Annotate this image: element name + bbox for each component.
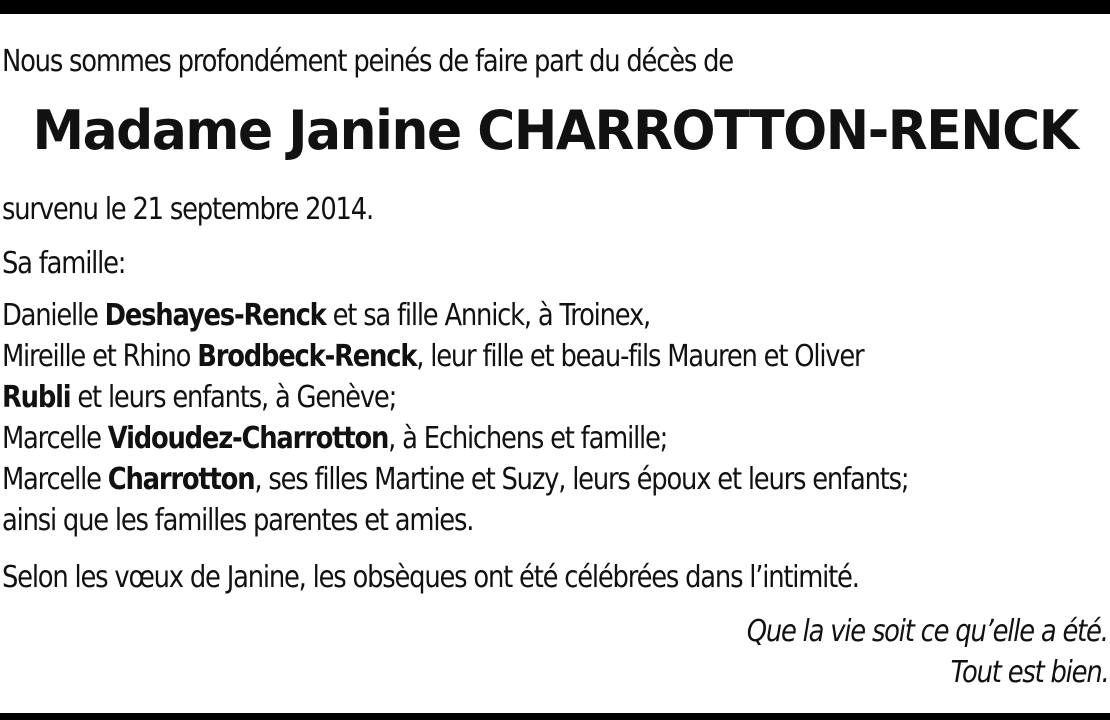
ceremony-text: Selon les vœux de Janine, les obsèques ont été célébrées dans l’intimité. [2,560,859,595]
family-surname: Vidoudez-Charrotton [107,421,389,456]
closing-quote-line-1: Que la vie soit ce qu’elle a été. [747,614,1108,649]
family-line-2: Mireille et Rhino Brodbeck-Renck, leur fille et beau-fils Mauren et Oliver [2,339,864,374]
family-line-4: Marcelle Vidoudez-Charrotton, à Echichens et famille; [2,421,668,456]
family-surname: Brodbeck-Renck [197,339,417,374]
date-line: survenu le 21 septembre 2014. [2,192,373,227]
family-surname: Deshayes-Renck [104,298,326,333]
family-line-3: Rubli et leurs enfants, à Genève; [2,380,397,415]
bottom-border-rule [0,713,1110,720]
family-surname: Rubli [2,380,71,415]
family-line-1: Danielle Deshayes-Renck et sa fille Annick, à Troinex, [2,298,651,333]
deceased-name-heading: Madame Janine CHARROTTON-RENCK [32,99,1078,162]
family-heading: Sa famille: [2,246,126,281]
family-line-6: ainsi que les familles parentes et amies. [2,503,474,538]
intro-text: Nous sommes profondément peinés de faire part du décès de [2,44,733,79]
family-line-5: Marcelle Charrotton, ses filles Martine et Suzy, leurs époux et leurs enfants; [2,462,909,497]
closing-quote-line-2: Tout est bien. [950,655,1108,690]
top-border-rule [0,0,1110,14]
family-surname: Charrotton [107,462,255,497]
